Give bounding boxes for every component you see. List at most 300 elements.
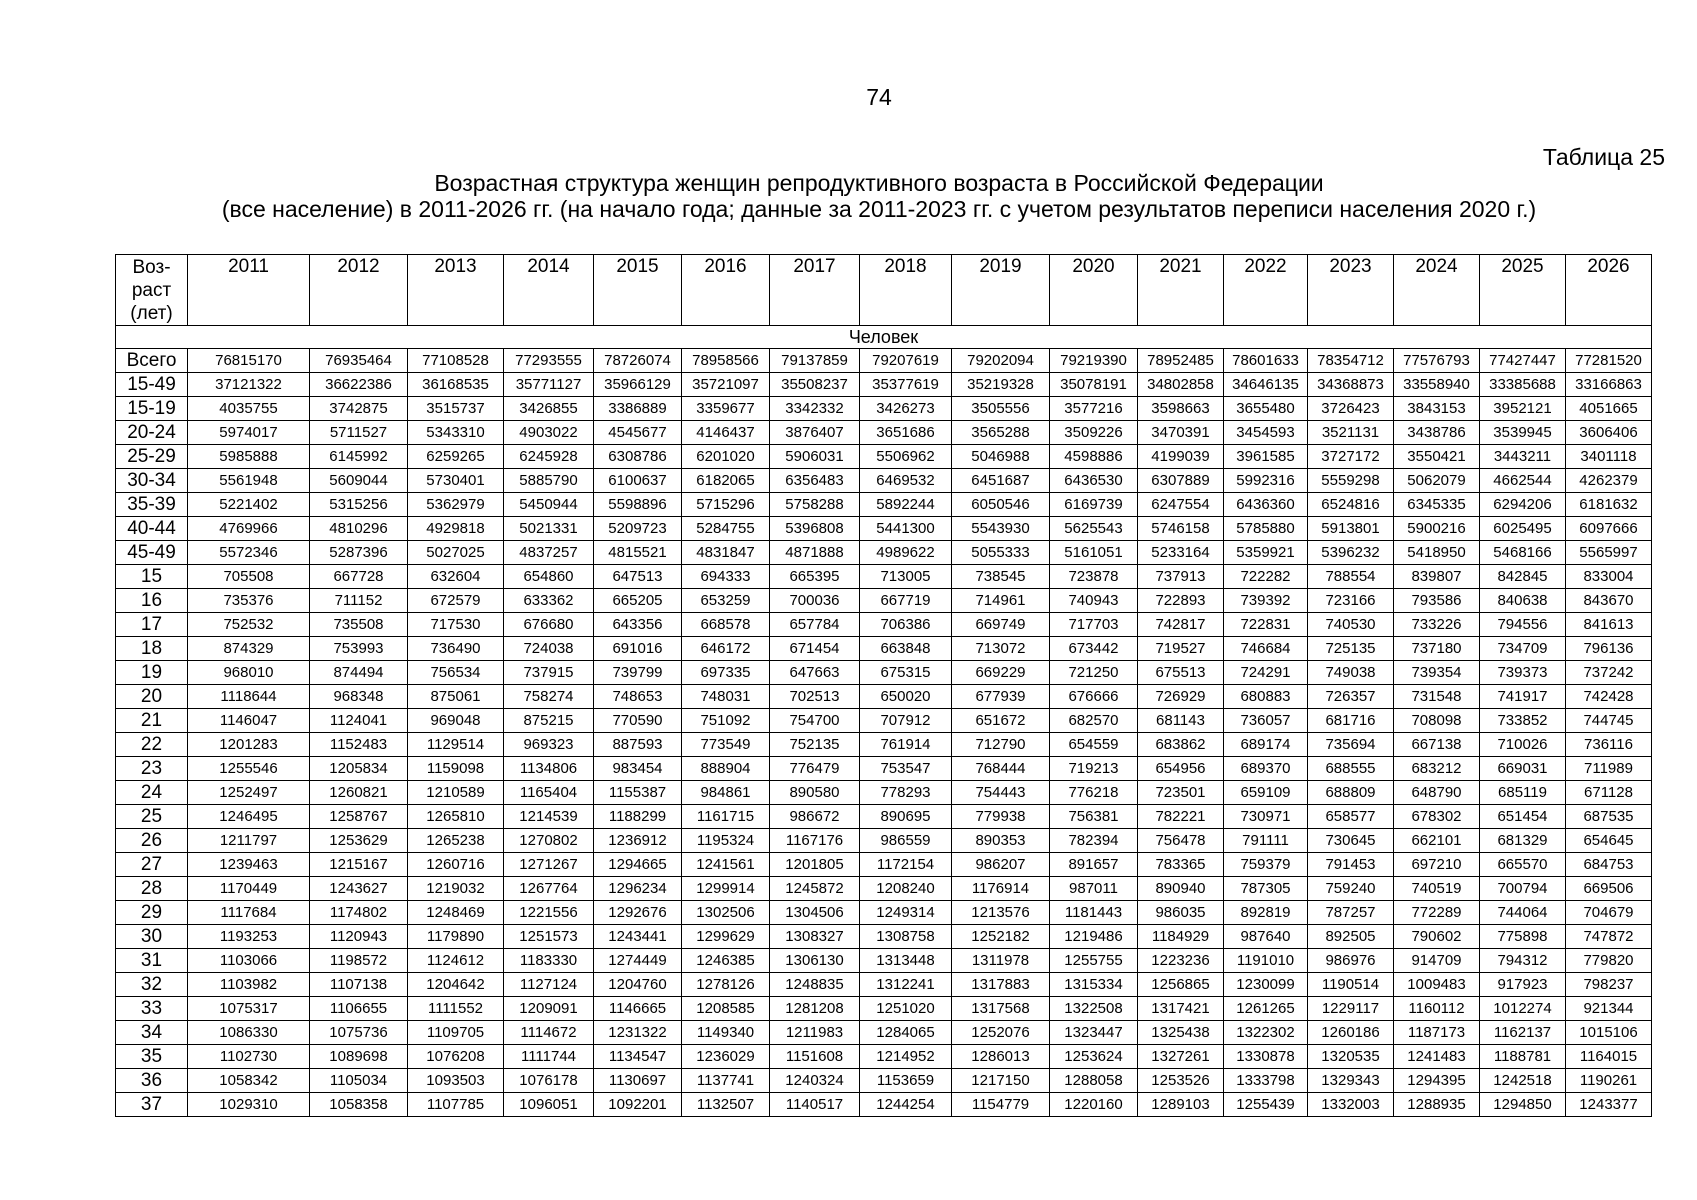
value-cell: 5450944 [504,493,594,517]
value-cell: 1327261 [1138,1045,1224,1069]
year-column-header: 2016 [682,255,770,326]
value-cell: 739354 [1394,661,1480,685]
table-row [116,469,1652,493]
value-cell: 33558940 [1394,373,1480,397]
value-cell: 5730401 [408,469,504,493]
year-column-header: 2017 [770,255,860,326]
value-cell: 748031 [682,685,770,709]
value-cell: 6182065 [682,469,770,493]
value-cell: 740519 [1394,877,1480,901]
value-cell: 735376 [188,589,310,613]
value-cell: 1322508 [1050,997,1138,1021]
value-cell: 1289103 [1138,1093,1224,1117]
value-cell: 1236029 [682,1045,770,1069]
value-cell: 3521131 [1308,421,1394,445]
age-header-line: (лет) [130,303,173,324]
value-cell: 1267764 [504,877,594,901]
value-cell: 33166863 [1566,373,1652,397]
value-cell: 1190261 [1566,1069,1652,1093]
value-cell: 672579 [408,589,504,613]
table-row [116,973,1652,997]
value-cell: 739392 [1224,589,1308,613]
value-cell: 917923 [1480,973,1566,997]
value-cell: 1333798 [1224,1069,1308,1093]
value-cell: 1323447 [1050,1021,1138,1045]
value-cell: 779938 [952,805,1050,829]
value-cell: 740530 [1308,613,1394,637]
value-cell: 725135 [1308,637,1394,661]
value-cell: 733852 [1480,709,1566,733]
value-cell: 759379 [1224,853,1308,877]
value-cell: 734709 [1480,637,1566,661]
value-cell: 1124612 [408,949,504,973]
value-cell: 707912 [860,709,952,733]
value-cell: 1118644 [188,685,310,709]
value-cell: 4199039 [1138,445,1224,469]
value-cell: 3727172 [1308,445,1394,469]
value-cell: 1245872 [770,877,860,901]
value-cell: 662101 [1394,829,1480,853]
value-cell: 1243627 [310,877,408,901]
age-cell: 19 [116,661,188,685]
value-cell: 675315 [860,661,952,685]
value-cell: 1058358 [310,1093,408,1117]
age-cell: 35 [116,1045,188,1069]
value-cell: 890695 [860,805,952,829]
value-cell: 983454 [594,757,682,781]
value-cell: 5711527 [310,421,408,445]
value-cell: 772289 [1394,901,1480,925]
year-column-header: 2023 [1308,255,1394,326]
age-cell: 26 [116,829,188,853]
year-column-header: 2015 [594,255,682,326]
value-cell: 6356483 [770,469,860,493]
year-column-header: 2012 [310,255,408,326]
year-column-header: 2022 [1224,255,1308,326]
value-cell: 724038 [504,637,594,661]
value-cell: 1105034 [310,1069,408,1093]
value-cell: 1211983 [770,1021,860,1045]
value-cell: 782394 [1050,829,1138,853]
value-cell: 37121322 [188,373,310,397]
value-cell: 1161715 [682,805,770,829]
value-cell: 1330878 [1224,1045,1308,1069]
value-cell: 730645 [1308,829,1394,853]
value-cell: 3961585 [1224,445,1308,469]
value-cell: 1241483 [1394,1045,1480,1069]
table-row [116,901,1652,925]
value-cell: 968348 [310,685,408,709]
value-cell: 754700 [770,709,860,733]
value-cell: 839807 [1394,565,1480,589]
value-cell: 79202094 [952,349,1050,373]
value-cell: 1127124 [504,973,594,997]
table-label: Таблица 25 [1542,144,1665,170]
value-cell: 5441300 [860,517,952,541]
value-cell: 1261265 [1224,997,1308,1021]
value-cell: 6307889 [1138,469,1224,493]
value-cell: 5209723 [594,517,682,541]
value-cell: 6247554 [1138,493,1224,517]
value-cell: 1140517 [770,1093,860,1117]
value-cell: 1120943 [310,925,408,949]
value-cell: 3426273 [860,397,952,421]
value-cell: 1231322 [594,1021,682,1045]
value-cell: 669749 [952,613,1050,637]
value-cell: 1134547 [594,1045,682,1069]
value-cell: 1201283 [188,733,310,757]
value-cell: 1253624 [1050,1045,1138,1069]
value-cell: 4810296 [310,517,408,541]
value-cell: 1265810 [408,805,504,829]
table-row [116,685,1652,709]
value-cell: 1111552 [408,997,504,1021]
value-cell: 3726423 [1308,397,1394,421]
value-cell: 3470391 [1138,421,1224,445]
value-cell: 1258767 [310,805,408,829]
value-cell: 678302 [1394,805,1480,829]
value-cell: 676680 [504,613,594,637]
value-cell: 646172 [682,637,770,661]
age-cell: 17 [116,613,188,637]
value-cell: 1075736 [310,1021,408,1045]
value-cell: 1111744 [504,1045,594,1069]
value-cell: 702513 [770,685,860,709]
value-cell: 6169739 [1050,493,1138,517]
value-cell: 1179890 [408,925,504,949]
value-cell: 643356 [594,613,682,637]
value-cell: 1302506 [682,901,770,925]
value-cell: 6436360 [1224,493,1308,517]
value-cell: 3342332 [770,397,860,421]
value-cell: 1332003 [1308,1093,1394,1117]
value-cell: 744064 [1480,901,1566,925]
value-cell: 1317883 [952,973,1050,997]
value-cell: 986672 [770,805,860,829]
value-cell: 731548 [1394,685,1480,709]
value-cell: 1255546 [188,757,310,781]
value-cell: 1214539 [504,805,594,829]
value-cell: 668578 [682,613,770,637]
age-cell: 15-49 [116,373,188,397]
value-cell: 1221556 [504,901,594,925]
value-cell: 711152 [310,589,408,613]
value-cell: 77293555 [504,349,594,373]
table-row [116,661,1652,685]
table-row [116,853,1652,877]
value-cell: 5046988 [952,445,1050,469]
value-cell: 76935464 [310,349,408,373]
value-cell: 737180 [1394,637,1480,661]
value-cell: 5284755 [682,517,770,541]
value-cell: 3515737 [408,397,504,421]
value-cell: 1159098 [408,757,504,781]
value-cell: 1198572 [310,949,408,973]
value-cell: 1015106 [1566,1021,1652,1045]
value-cell: 3655480 [1224,397,1308,421]
value-cell: 1260186 [1308,1021,1394,1045]
table-row [116,925,1652,949]
value-cell: 1092201 [594,1093,682,1117]
value-cell: 691016 [594,637,682,661]
value-cell: 3843153 [1394,397,1480,421]
value-cell: 738545 [952,565,1050,589]
value-cell: 1130697 [594,1069,682,1093]
value-cell: 1208240 [860,877,952,901]
value-cell: 794556 [1480,613,1566,637]
value-cell: 1211797 [188,829,310,853]
value-cell: 1294665 [594,853,682,877]
value-cell: 726929 [1138,685,1224,709]
year-column-header: 2020 [1050,255,1138,326]
value-cell: 677939 [952,685,1050,709]
value-cell: 1193253 [188,925,310,949]
value-cell: 688809 [1308,781,1394,805]
age-cell: 35-39 [116,493,188,517]
value-cell: 673442 [1050,637,1138,661]
value-cell: 33385688 [1480,373,1566,397]
value-cell: 79219390 [1050,349,1138,373]
value-cell: 752135 [770,733,860,757]
value-cell: 1109705 [408,1021,504,1045]
value-cell: 1165404 [504,781,594,805]
value-cell: 717530 [408,613,504,637]
table-title [0,170,1697,222]
table-row [116,493,1652,517]
value-cell: 684753 [1566,853,1652,877]
value-cell: 914709 [1394,949,1480,973]
value-cell: 1102730 [188,1045,310,1069]
value-cell: 5758288 [770,493,860,517]
value-cell: 1176914 [952,877,1050,901]
value-cell: 1009483 [1394,973,1480,997]
value-cell: 659109 [1224,781,1308,805]
value-cell: 681716 [1308,709,1394,733]
value-cell: 676666 [1050,685,1138,709]
value-cell: 77108528 [408,349,504,373]
value-cell: 1188781 [1480,1045,1566,1069]
value-cell: 5396232 [1308,541,1394,565]
value-cell: 6308786 [594,445,682,469]
value-cell: 5992316 [1224,469,1308,493]
age-cell: 36 [116,1069,188,1093]
value-cell: 1152483 [310,733,408,757]
value-cell: 3386889 [594,397,682,421]
value-cell: 1281208 [770,997,860,1021]
value-cell: 1184929 [1138,925,1224,949]
value-cell: 1209091 [504,997,594,1021]
value-cell: 653259 [682,589,770,613]
value-cell: 788554 [1308,565,1394,589]
value-cell: 689370 [1224,757,1308,781]
value-cell: 1270802 [504,829,594,853]
value-cell: 791111 [1224,829,1308,853]
age-cell: 21 [116,709,188,733]
value-cell: 648790 [1394,781,1480,805]
value-cell: 1220160 [1050,1093,1138,1117]
value-cell: 1306130 [770,949,860,973]
value-cell: 1103066 [188,949,310,973]
value-cell: 5543930 [952,517,1050,541]
value-cell: 682570 [1050,709,1138,733]
value-cell: 1230099 [1224,973,1308,997]
value-cell: 1236912 [594,829,682,853]
age-cell: 18 [116,637,188,661]
table-row [116,1045,1652,1069]
value-cell: 1213576 [952,901,1050,925]
value-cell: 736057 [1224,709,1308,733]
value-cell: 683212 [1394,757,1480,781]
value-cell: 710026 [1480,733,1566,757]
age-column-header [116,255,188,326]
value-cell: 697210 [1394,853,1480,877]
value-cell: 3606406 [1566,421,1652,445]
value-cell: 6097666 [1566,517,1652,541]
value-cell: 79207619 [860,349,952,373]
value-cell: 5287396 [310,541,408,565]
value-cell: 1210589 [408,781,504,805]
value-cell: 5559298 [1308,469,1394,493]
value-cell: 36168535 [408,373,504,397]
value-cell: 736116 [1566,733,1652,757]
table-row [116,709,1652,733]
value-cell: 1252497 [188,781,310,805]
age-cell: 16 [116,589,188,613]
value-cell: 1252182 [952,925,1050,949]
value-cell: 969323 [504,733,594,757]
value-cell: 3438786 [1394,421,1480,445]
value-cell: 1103982 [188,973,310,997]
age-header-line: Воз- [132,257,171,278]
age-cell: 25 [116,805,188,829]
value-cell: 78601633 [1224,349,1308,373]
value-cell: 739373 [1480,661,1566,685]
value-cell: 1146665 [594,997,682,1021]
age-cell: 23 [116,757,188,781]
age-header-line: раст [131,280,172,301]
value-cell: 1146047 [188,709,310,733]
value-cell: 890940 [1138,877,1224,901]
value-cell: 875061 [408,685,504,709]
value-cell: 4989622 [860,541,952,565]
value-cell: 667719 [860,589,952,613]
table-row [116,829,1652,853]
value-cell: 34802858 [1138,373,1224,397]
value-cell: 5418950 [1394,541,1480,565]
value-cell: 841613 [1566,613,1652,637]
value-cell: 6259265 [408,445,504,469]
value-cell: 6181632 [1566,493,1652,517]
value-cell: 5913801 [1308,517,1394,541]
value-cell: 751092 [682,709,770,733]
value-cell: 1181443 [1050,901,1138,925]
value-cell: 1075317 [188,997,310,1021]
value-cell: 77281520 [1566,349,1652,373]
value-cell: 1217150 [952,1069,1050,1093]
value-cell: 782221 [1138,805,1224,829]
year-column-header: 2024 [1394,255,1480,326]
table-row [116,733,1652,757]
table-title-line-2: (все население) в 2011-2026 гг. (на начало года; данные за 2011-2023 гг. с учетом результатов переписи населения 2020 г.) [221,196,1537,222]
value-cell: 1288058 [1050,1069,1138,1093]
age-cell: 15-19 [116,397,188,421]
table-row [116,421,1652,445]
value-cell: 768444 [952,757,1050,781]
year-column-header: 2026 [1566,255,1652,326]
value-cell: 798237 [1566,973,1652,997]
value-cell: 5906031 [770,445,860,469]
value-cell: 3577216 [1050,397,1138,421]
value-cell: 714961 [952,589,1050,613]
value-cell: 4837257 [504,541,594,565]
value-cell: 36622386 [310,373,408,397]
value-cell: 647513 [594,565,682,589]
value-cell: 1278126 [682,973,770,997]
value-cell: 1205834 [310,757,408,781]
value-cell: 756478 [1138,829,1224,853]
year-column-header: 2021 [1138,255,1224,326]
value-cell: 6245928 [504,445,594,469]
value-cell: 1076208 [408,1045,504,1069]
value-cell: 5468166 [1480,541,1566,565]
value-cell: 1107138 [310,973,408,997]
value-cell: 79137859 [770,349,860,373]
age-structure-table [115,254,1652,1117]
value-cell: 1204760 [594,973,682,997]
value-cell: 747872 [1566,925,1652,949]
value-cell: 1251020 [860,997,952,1021]
value-cell: 4051665 [1566,397,1652,421]
value-cell: 748653 [594,685,682,709]
value-cell: 1288935 [1394,1093,1480,1117]
value-cell: 741917 [1480,685,1566,709]
value-cell: 4545677 [594,421,682,445]
year-column-header: 2014 [504,255,594,326]
value-cell: 663848 [860,637,952,661]
value-cell: 761914 [860,733,952,757]
value-cell: 746684 [1224,637,1308,661]
value-cell: 3952121 [1480,397,1566,421]
value-cell: 78958566 [682,349,770,373]
value-cell: 5609044 [310,469,408,493]
value-cell: 1271267 [504,853,594,877]
value-cell: 3598663 [1138,397,1224,421]
value-cell: 665395 [770,565,860,589]
value-cell: 5055333 [952,541,1050,565]
value-cell: 1155387 [594,781,682,805]
value-cell: 5885790 [504,469,594,493]
value-cell: 1312241 [860,973,952,997]
value-cell: 1160112 [1394,997,1480,1021]
age-cell: 37 [116,1093,188,1117]
value-cell: 3509226 [1050,421,1138,445]
value-cell: 1076178 [504,1069,594,1093]
value-cell: 887593 [594,733,682,757]
value-cell: 5315256 [310,493,408,517]
table-row [116,565,1652,589]
value-cell: 1151608 [770,1045,860,1069]
table-row [116,445,1652,469]
table-title-line-1: Возрастная структура женщин репродуктивного возраста в Российской Федерации [434,170,1324,196]
value-cell: 756534 [408,661,504,685]
age-cell: 30-34 [116,469,188,493]
value-cell: 1096051 [504,1093,594,1117]
value-cell: 5027025 [408,541,504,565]
value-cell: 5572346 [188,541,310,565]
value-cell: 1086330 [188,1021,310,1045]
value-cell: 654956 [1138,757,1224,781]
value-cell: 680883 [1224,685,1308,709]
